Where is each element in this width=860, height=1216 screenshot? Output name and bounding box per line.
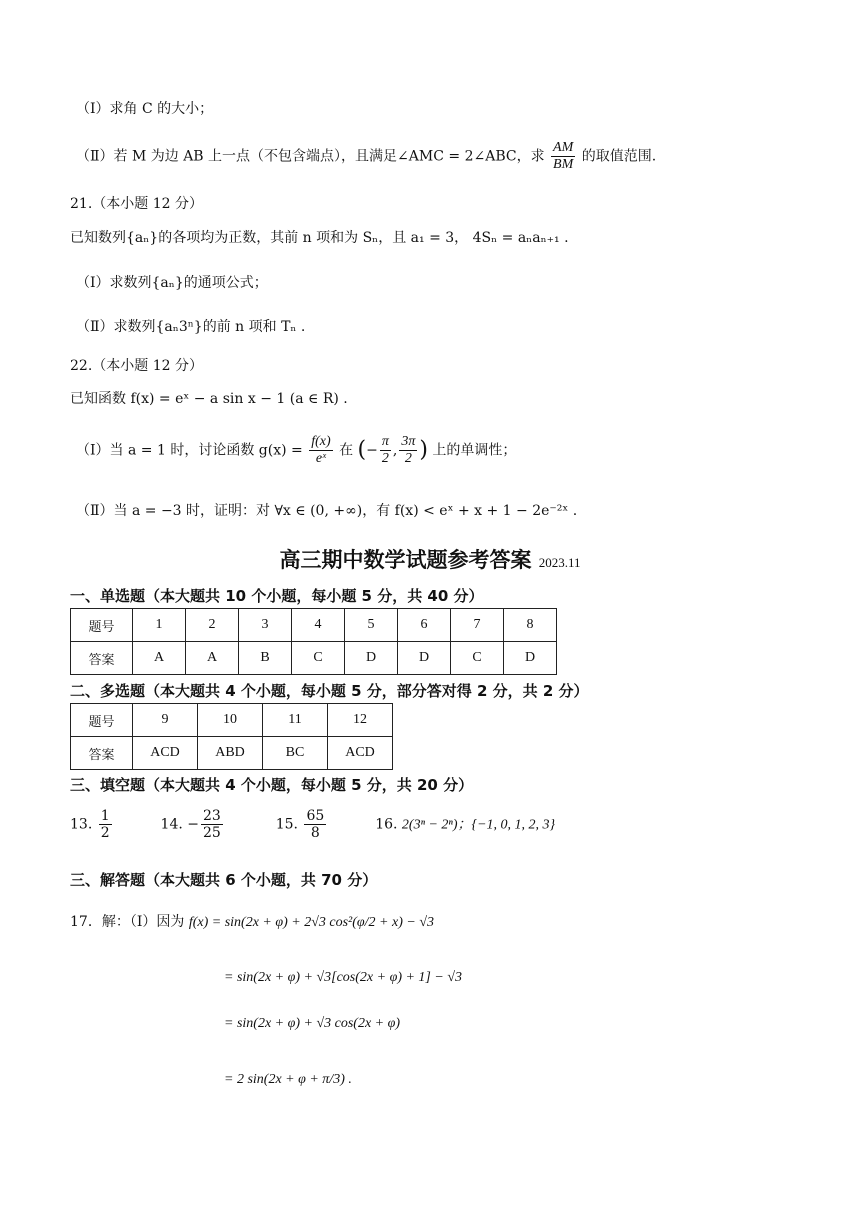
section-fill-blank: 三、填空题（本大题共 4 个小题，每小题 5 分，共 20 分） [70,776,474,794]
multiple-choice-table [70,703,393,770]
table-row: 题号 9 10 11 12 [71,704,393,737]
section-multiple-choice: 二、多选题（本大题共 4 个小题，每小题 5 分，部分答对得 2 分，共 2 分） [70,682,589,700]
single-choice-table [70,608,557,675]
q21-header: 21.（本小题 12 分） [70,196,203,212]
q17-line4: = 2 sin(2x + φ + π/3) . [224,1072,352,1087]
answer-key-title: 高三期中数学试题参考答案 2023.11 [279,548,581,572]
q17-label: 17．解：（Ⅰ）因为 [70,914,185,930]
interval-right-fraction: $\frac{3\pi}{2}$ [401,434,416,467]
table-row: 答案 ACD ABD BC ACD [71,737,393,770]
q20-part2 [76,140,656,173]
answer-16: 2(3ⁿ − 2ⁿ)；{−1, 0, 1, 2, 3} [401,817,556,833]
q21-stem: 已知数列{aₙ}的各项均为正数，其前 n 项和为 Sₙ，且 a₁ = 3， 4Sₙ = aₙaₙ₊₁ . [70,230,569,246]
section-single-choice: 一、单选题（本大题共 10 个小题，每小题 5 分，共 40 分） [70,587,484,605]
q21-part2: （Ⅱ）求数列{aₙ3ⁿ}的前 n 项和 Tₙ . [76,319,306,335]
table-row: 题号 1 2 3 4 5 6 7 8 [71,609,557,642]
q22-part1: （Ⅰ）当 a = 1 时，讨论函数 g(x) = $\frac{f(x)}{\text{eˣ}}$ 在 (− $\frac{\pi}{2}$ , $\frac{3\pi}{2}$ ) 上的单调性； [76,434,517,467]
q22-stem: 已知函数 f(x) = eˣ − a sin x − 1 (a ∈ R) . [70,391,348,407]
answer-13-fraction: $\frac{1}{2}$ [100,808,110,842]
interval-open-paren: ( [357,437,367,463]
row-label-answer: 答案 [71,642,133,675]
am-over-bm-fraction: $\frac{AM}{BM}$ [553,140,574,173]
row-label-question: 题号 [71,609,133,642]
q22-part1-prefix: （Ⅰ）当 a = 1 时，讨论函数 g(x) = [76,442,303,459]
row-label-question: 题号 [71,704,133,737]
q22-part1-mid: 在 [339,442,354,459]
interval-left-fraction: $\frac{\pi}{2}$ [381,434,389,467]
q22-part2: （Ⅱ）当 a = −3 时，证明：对 ∀x ∈ (0, +∞)，有 f(x) < eˣ + x + 1 − 2e⁻²ˣ . [76,503,578,519]
q17-line2: = sin(2x + φ) + √3[cos(2x + φ) + 1] − √3 [224,970,463,985]
answer-15-fraction: $\frac{65}{8}$ [306,808,325,842]
q17-line3: = sin(2x + φ) + √3 cos(2x + φ) [224,1016,401,1031]
q20-part2-prefix: （Ⅱ）若 M 为边 AB 上一点（不包含端点），且满足∠AMC = 2∠ABC，求 [76,148,545,165]
g-fraction: $\frac{f(x)}{\text{eˣ}}$ [311,434,331,467]
answer-14-fraction: $\frac{23}{25}$ [203,808,221,842]
section-solutions: 三、解答题（本大题共 6 个小题，共 70 分） [70,871,378,889]
row-label-answer: 答案 [71,737,133,770]
q20-part2-suffix: 的取值范围. [581,148,657,165]
q22-part1-suffix: 上的单调性； [432,442,517,459]
table-row: 答案 A A B C D D C D [71,642,557,675]
q22-header: 22.（本小题 12 分） [70,358,203,374]
answer-key-date: 2023.11 [538,555,581,570]
interval-close-paren: ) [419,437,428,463]
q17-line1: 17．解：（Ⅰ）因为 f(x) = sin(2x + φ) + 2√3 cos²(φ/2 + x) − √3 [70,914,434,930]
fill-answers: 13. $\frac{1}{2}$ 14. − $\frac{23}{25}$ 15. $\frac{65}{8}$ 16. 2(3ⁿ − 2ⁿ)；{−1, 0, 1, 2, 3} [70,808,556,842]
q21-part1: （Ⅰ）求数列{aₙ}的通项公式； [76,275,268,291]
q20-part1: （Ⅰ）求角 C 的大小； [76,101,214,117]
